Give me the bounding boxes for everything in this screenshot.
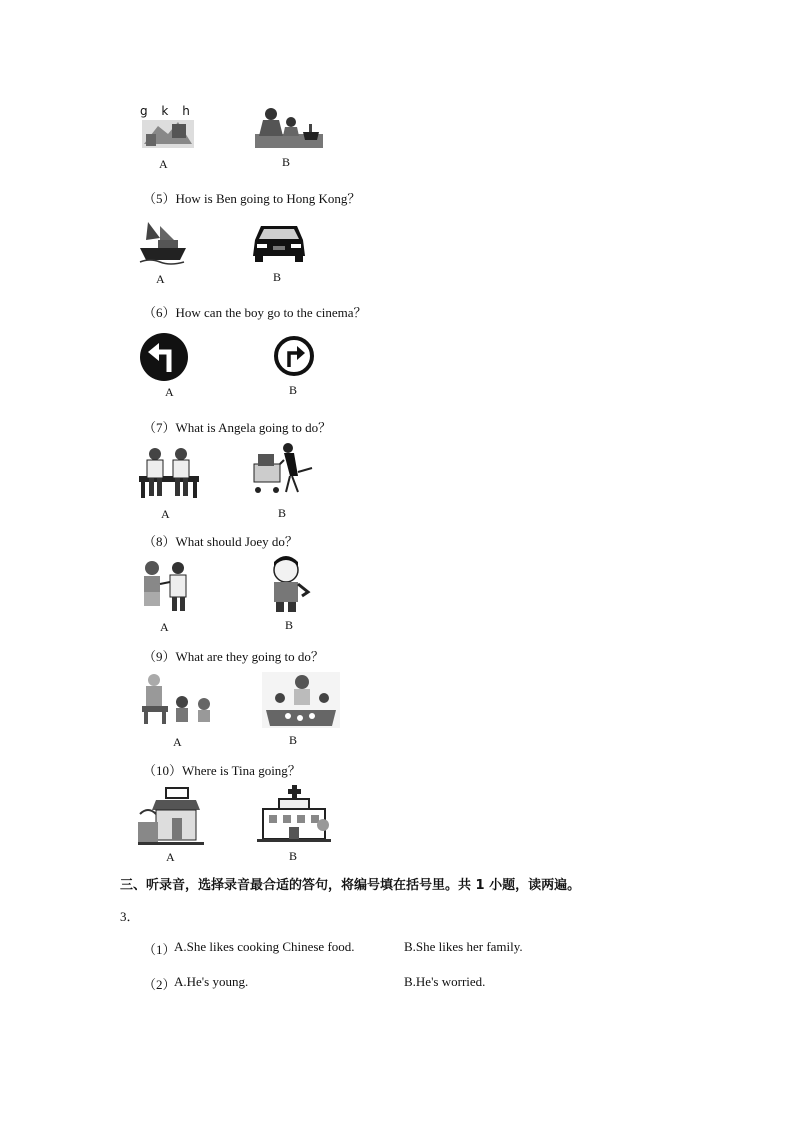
label-b: B <box>282 155 291 169</box>
item-1-option-a: A.She likes cooking Chinese food. <box>174 939 355 954</box>
turn-left-sign-icon <box>139 332 189 387</box>
shop-icon <box>138 786 204 851</box>
label-a: A <box>156 272 165 286</box>
label-b: B <box>273 270 282 284</box>
question-9: （9）What are they going to do？ <box>143 649 324 664</box>
label-b: B <box>289 383 298 397</box>
label-a: A <box>166 850 175 864</box>
car-icon <box>251 220 307 269</box>
item-2-option-b: B.He's worried. <box>404 974 486 989</box>
section-number: 3． <box>120 909 140 924</box>
label-a: A <box>173 735 182 749</box>
label-a: A <box>160 620 169 634</box>
reading-story-icon <box>138 672 218 731</box>
boy-icon <box>266 556 312 619</box>
item-1-number: （1） <box>143 942 176 957</box>
question-6: （6）How can the boy go to the cinema？ <box>143 305 367 320</box>
label-a: A <box>165 385 174 399</box>
phonics-letters: g k h <box>140 104 190 118</box>
item-2-number: （2） <box>143 977 176 992</box>
item-1-option-b: B.She likes her family. <box>404 939 523 954</box>
ship-icon <box>138 218 188 271</box>
section-heading: 三、听录音，选择录音最合适的答句，将编号填在括号里。共 1 小题，读两遍。 <box>120 878 581 893</box>
label-a: A <box>159 157 168 171</box>
question-5: （5）How is Ben going to Hong Kong？ <box>143 191 361 206</box>
label-b: B <box>278 506 287 520</box>
doctors-icon <box>139 446 199 505</box>
question-10: （10）Where is Tina going？ <box>143 763 301 778</box>
label-a: A <box>161 507 170 521</box>
turn-right-sign-icon <box>273 335 315 382</box>
label-b: B <box>289 733 298 747</box>
shopping-cart-icon <box>250 442 316 503</box>
label-b: B <box>285 618 294 632</box>
hospital-icon <box>257 785 331 848</box>
question-8: （8）What should Joey do？ <box>143 534 298 549</box>
doctor-visit-icon <box>138 558 196 619</box>
label-b: B <box>289 849 298 863</box>
mother-and-child-icon <box>253 106 325 155</box>
item-2-option-a: A.He's young. <box>174 974 249 989</box>
question-7: （7）What is Angela going to do？ <box>143 420 332 435</box>
cooking-family-icon <box>262 672 340 733</box>
